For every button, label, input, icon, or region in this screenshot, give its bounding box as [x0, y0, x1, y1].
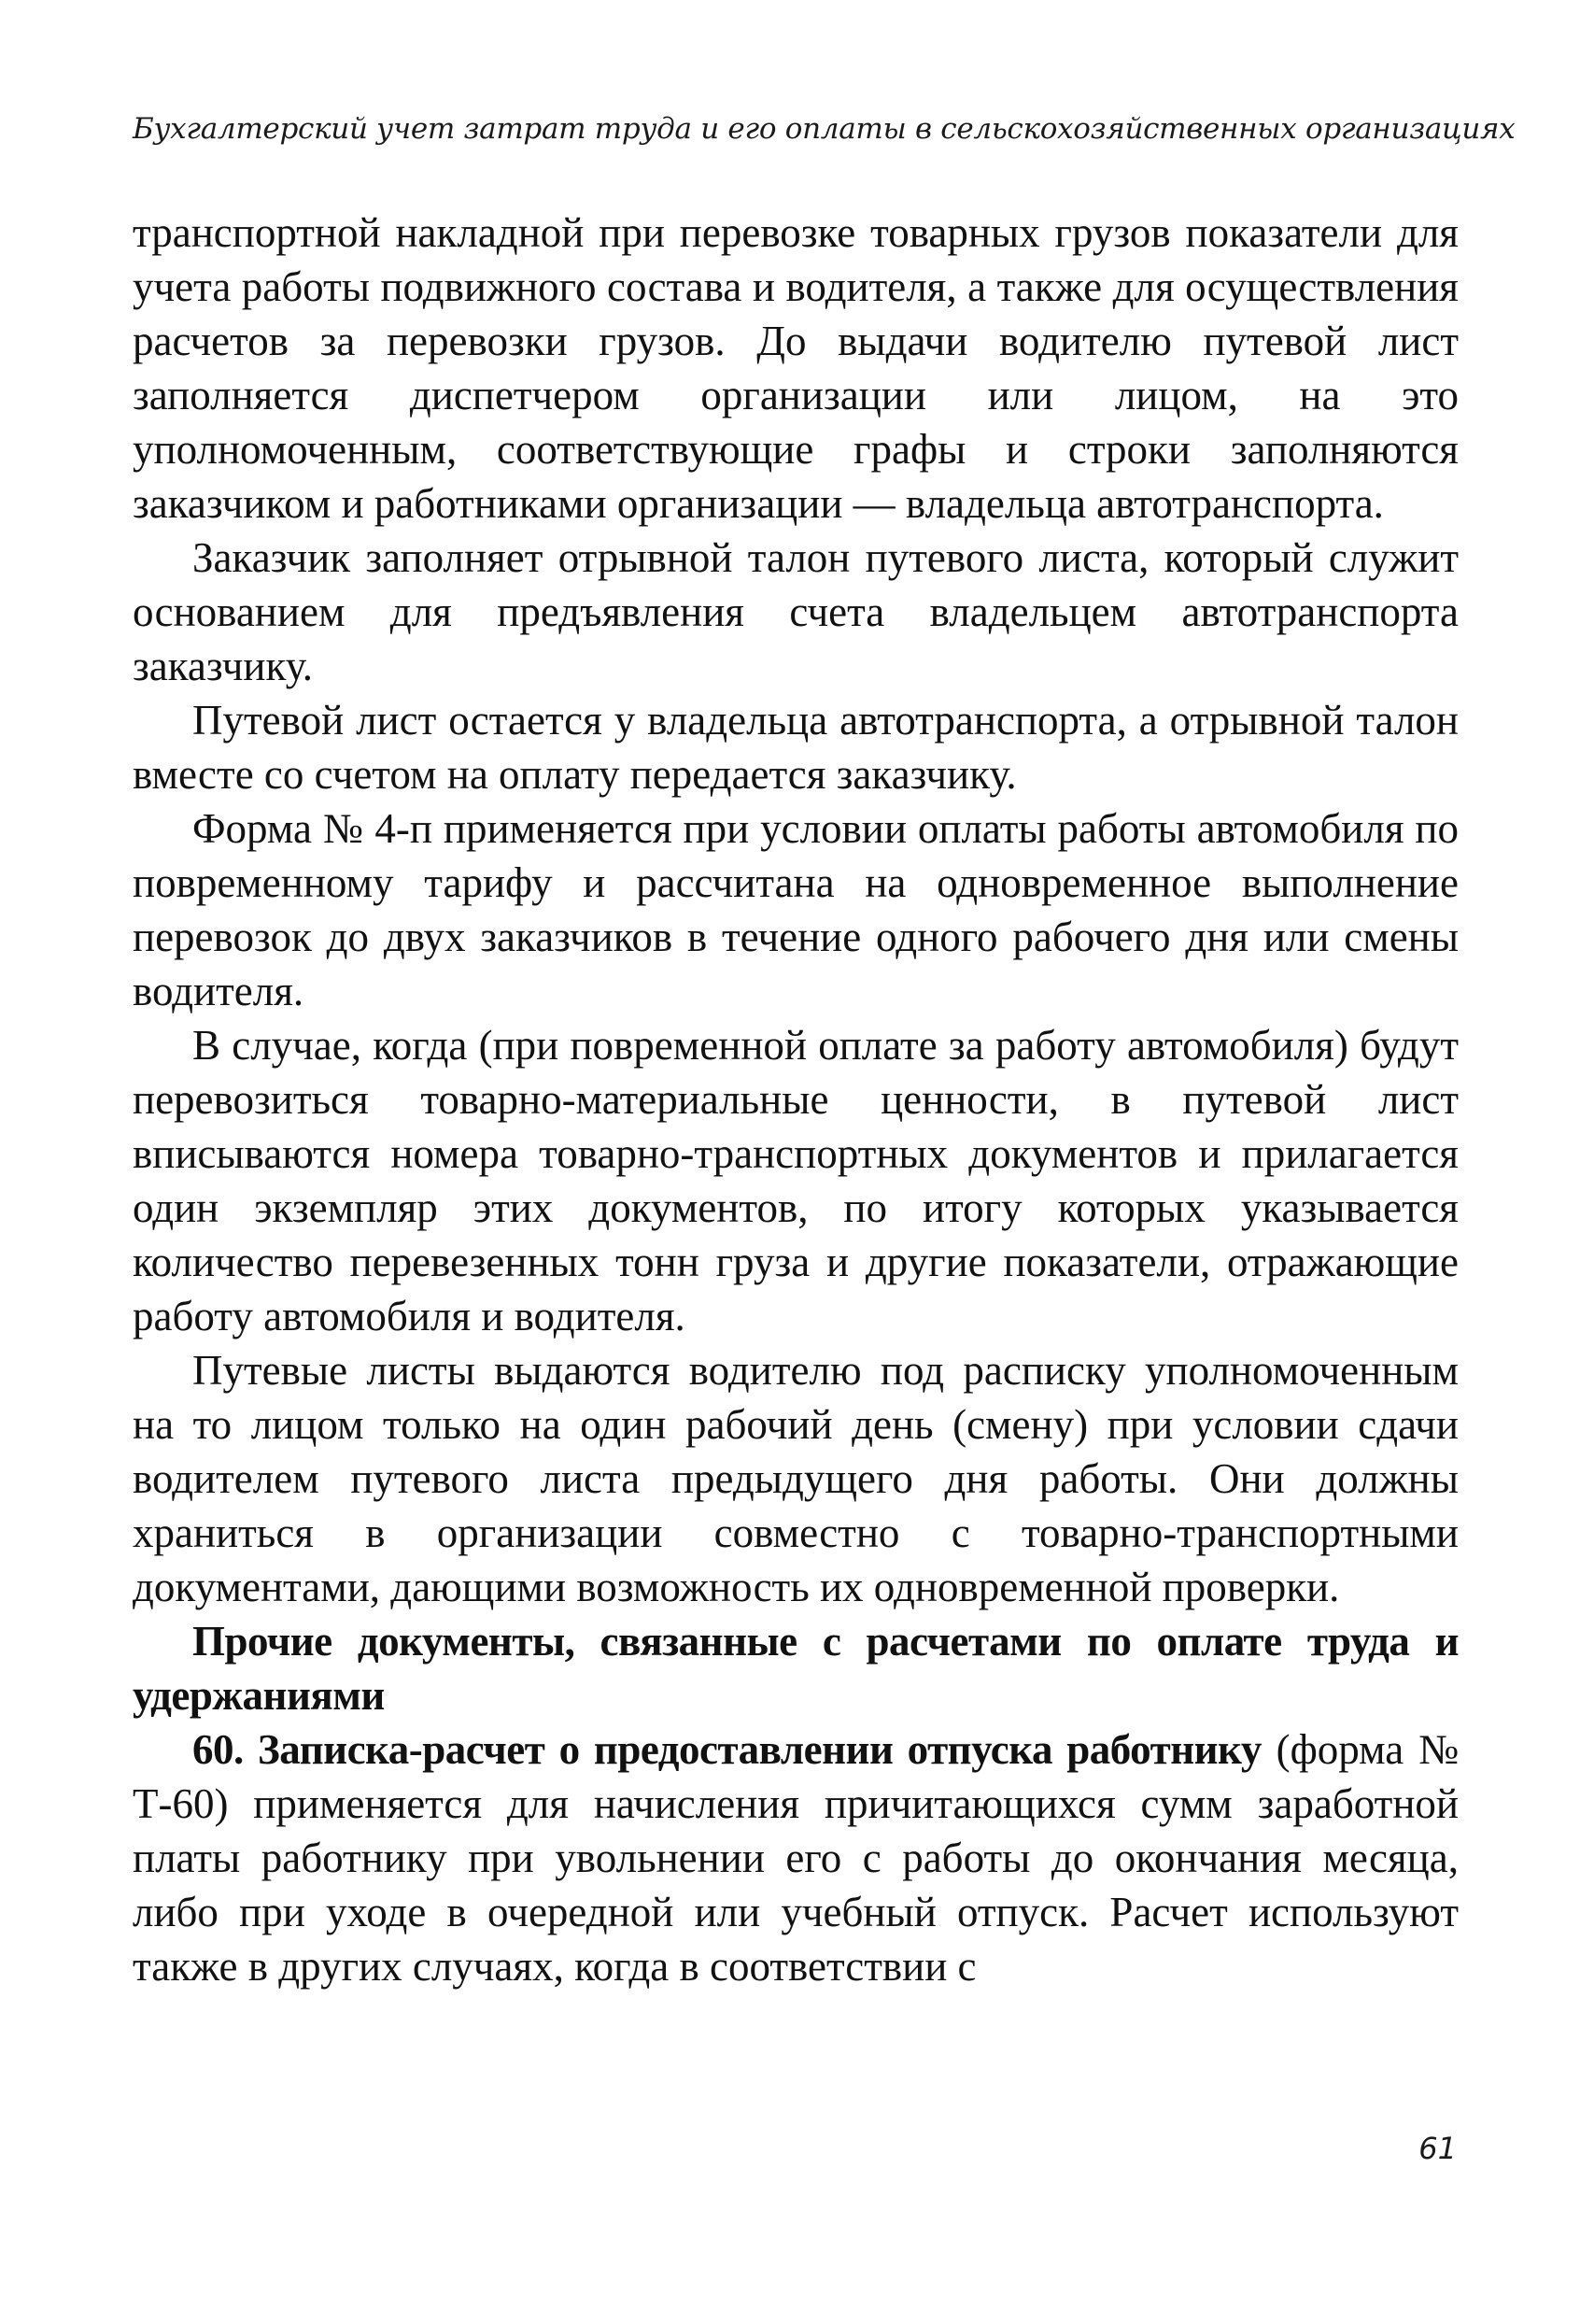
- paragraph-item-60: [133, 1722, 1459, 1993]
- paragraph: В случае, когда (при повременной оплате за работу автомобиля) будут перевозиться товарно-материальные ценности, в путевой лист вписываются номера товарно-транспортных документов и прилагается один экземпляр этих документов, по итогу которых указывается количество перевезенных тонн груза и другие показатели, отражающие работу автомобиля и водителя.: [133, 1022, 1459, 1339]
- item-60-lead: 60. Записка-расчет о предоставлении отпуска работнику: [192, 1726, 1262, 1773]
- item-60-text: (форма № Т-60) применяется для начисления причитающихся сумм заработной платы работнику при увольнении его с работы до окончания месяца, либо при уходе в очередной или учебный отпуск. Расчет используют также в других случаях, когда в соответствии с: [133, 1726, 1460, 1990]
- paragraph: Путевые листы выдаются водителю под расписку уполномоченным на то лицом только на один рабочий день (смену) при условии сдачи водителем путевого листа предыдущего дня работы. Они должны храниться в организации совместно с товарно-транспортными документами, дающими возможность их одновременной проверки.: [133, 1347, 1459, 1610]
- paragraph: Форма № 4-п применяется при условии оплаты работы автомобиля по повременному тарифу и рассчитана на одновременное выполнение перевозок до двух заказчиков в течение одного рабочего дня или смены водителя.: [133, 805, 1459, 1014]
- running-header: Бухгалтерский учет затрат труда и его оплаты в сельскохозяйственных организациях: [133, 112, 1516, 146]
- body-text: [133, 205, 1459, 1993]
- page-number: 61: [1418, 2131, 1457, 2166]
- paragraph: Путевой лист остается у владельца автотранспорта, а отрывной талон вместе со счетом на оплату передается заказчику.: [133, 697, 1459, 798]
- paragraph: транспортной накладной при перевозке товарных грузов показатели для учета работы подвижного состава и водителя, а также для осуществления расчетов за перевозки грузов. До выдачи водителю путевой лист заполняется диспетчером организации или лицом, на это уполномоченным, соответствующие графы и строки заполняются заказчиком и работниками организации — владельца автотранспорта.: [133, 209, 1459, 527]
- paragraph: Заказчик заполняет отрывной талон путевого листа, который служит основанием для предъявления счета владельцем автотранспорта заказчику.: [133, 534, 1459, 689]
- section-heading: Прочие документы, связанные с расчетами по оплате труда и удержаниями: [133, 1618, 1459, 1719]
